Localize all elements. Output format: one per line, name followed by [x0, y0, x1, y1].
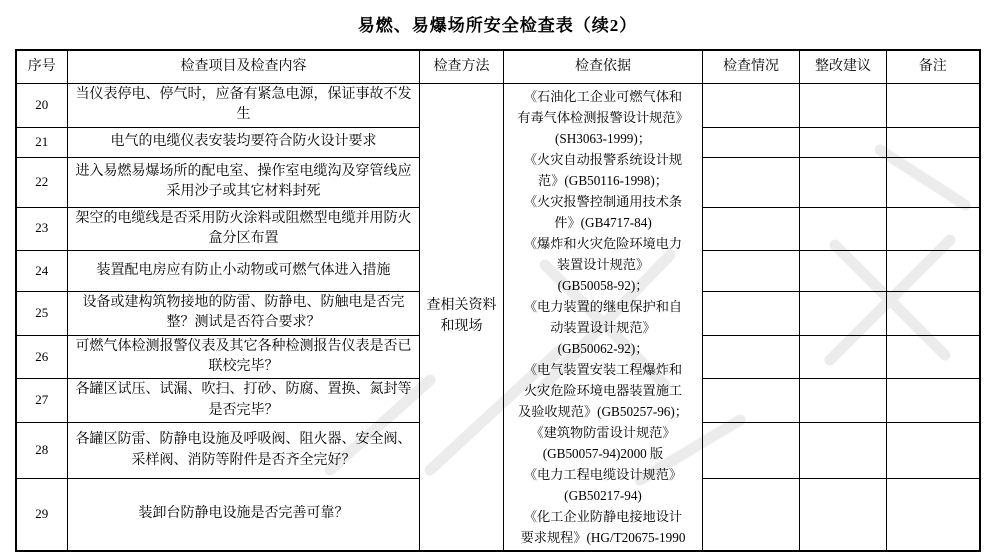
header-no: 序号 — [16, 50, 68, 83]
basis-line: 要求规程》(HG/T20675-1990 — [520, 529, 686, 545]
basis-line: 及验收规范》(GB50257-96)； — [518, 403, 688, 419]
remark-cell — [887, 127, 980, 157]
remark-cell — [887, 157, 980, 207]
row-content: 设备或建构筑物接地的防雷、防静电、防触电是否完整？测试是否符合要求？ — [68, 292, 420, 336]
row-number: 22 — [16, 157, 68, 207]
basis-line: 《火灾自动报警系统设计规 — [523, 151, 683, 167]
method-cell: 查相关资料和现场 — [420, 83, 504, 551]
row-number: 24 — [16, 251, 68, 292]
status-cell — [703, 379, 800, 423]
remark-cell — [887, 251, 980, 292]
basis-line: 装置设计规范》 — [556, 256, 650, 272]
row-content: 装置配电房应有防止小动物或可燃气体进入措施 — [68, 251, 420, 292]
row-number: 25 — [16, 292, 68, 336]
status-cell — [703, 127, 800, 157]
row-number: 27 — [16, 379, 68, 423]
header-method: 检查方法 — [420, 50, 504, 83]
remark-cell — [887, 83, 980, 127]
row-content: 电气的电缆仪表安装均要符合防火设计要求 — [68, 127, 420, 157]
row-content: 装卸台防静电设施是否完善可靠？ — [68, 479, 420, 551]
basis-line: 《建筑物防雷设计规范》 — [530, 424, 676, 440]
basis-cell — [504, 83, 703, 551]
basis-line: 范》(GB50116-1998)； — [538, 172, 668, 188]
basis-line: 火灾危险环境电器装置施工 — [523, 382, 683, 398]
suggestion-cell — [800, 335, 887, 379]
row-content: 架空的电缆线是否采用防火涂料或阻燃型电缆并用防火盒分区布置 — [68, 207, 420, 251]
page-title: 易燃、易爆场所安全检查表（续2） — [357, 16, 638, 35]
row-number: 26 — [16, 335, 68, 379]
header-remark: 备注 — [887, 50, 980, 83]
suggestion-cell — [800, 157, 887, 207]
row-number: 29 — [16, 479, 68, 551]
row-content: 各罐区防雷、防静电设施及呼吸阀、阻火器、安全阀、采样阀、消防等附件是否齐全完好？ — [68, 423, 420, 479]
remark-cell — [887, 423, 980, 479]
row-number: 20 — [16, 83, 68, 127]
status-cell — [703, 251, 800, 292]
basis-line: 《石油化工企业可燃气体和 — [523, 88, 683, 104]
basis-line: 《火灾报警控制通用技术条 — [523, 193, 683, 209]
row-number: 23 — [16, 207, 68, 251]
status-cell — [703, 83, 800, 127]
basis-line: 动装置设计规范》 — [550, 319, 656, 335]
suggestion-cell — [800, 423, 887, 479]
suggestion-cell — [800, 292, 887, 336]
row-content: 当仪表停电、停气时，应备有紧急电源，保证事故不发生 — [68, 83, 420, 127]
suggestion-cell — [800, 379, 887, 423]
header-row — [16, 50, 980, 83]
row-number: 21 — [16, 127, 68, 157]
remark-cell — [887, 479, 980, 551]
header-basis: 检查依据 — [504, 50, 703, 83]
basis-line: 有毒气体检测报警设计规范》 — [517, 109, 689, 125]
row-content: 可燃气体检测报警仪表及其它各种检测报告仪表是否已联校完毕？ — [68, 335, 420, 379]
suggestion-cell — [800, 479, 887, 551]
basis-line: (GB50057-94)2000 版 — [542, 445, 664, 461]
remark-cell — [887, 379, 980, 423]
remark-cell — [887, 292, 980, 336]
remark-cell — [887, 207, 980, 251]
basis-line: (GB50058-92)； — [557, 277, 649, 293]
remark-cell — [887, 335, 980, 379]
table-row — [16, 83, 980, 127]
status-cell — [703, 423, 800, 479]
status-cell — [703, 292, 800, 336]
basis-line: 《爆炸和火灾危险环境电力 — [523, 235, 683, 251]
status-cell — [703, 479, 800, 551]
row-content: 进入易燃易爆场所的配电室、操作室电缆沟及穿管线应采用沙子或其它材料封死 — [68, 157, 420, 207]
status-cell — [703, 335, 800, 379]
status-cell — [703, 157, 800, 207]
suggestion-cell — [800, 251, 887, 292]
basis-line: 《电气装置安装工程爆炸和 — [523, 361, 683, 377]
header-status: 检查情况 — [703, 50, 800, 83]
basis-line: (GB50062-92)； — [557, 340, 649, 356]
basis-line: 《电力装置的继电保护和自 — [523, 298, 683, 314]
row-number: 28 — [16, 423, 68, 479]
suggestion-cell — [800, 127, 887, 157]
header-suggestion: 整改建议 — [800, 50, 887, 83]
row-content: 各罐区试压、试漏、吹扫、打砂、防腐、置换、氮封等是否完毕？ — [68, 379, 420, 423]
header-content: 检查项目及检查内容 — [68, 50, 420, 83]
inspection-table — [15, 49, 981, 552]
basis-line: 《化工企业防静电接地设计 — [523, 508, 683, 524]
suggestion-cell — [800, 207, 887, 251]
basis-line: (GB50217-94) — [564, 487, 642, 503]
basis-line: 《电力工程电缆设计规范》 — [523, 466, 683, 482]
basis-line: 件》(GB4717-84) — [554, 214, 652, 230]
status-cell — [703, 207, 800, 251]
basis-line: (SH3063-1999)； — [555, 130, 651, 146]
suggestion-cell — [800, 83, 887, 127]
